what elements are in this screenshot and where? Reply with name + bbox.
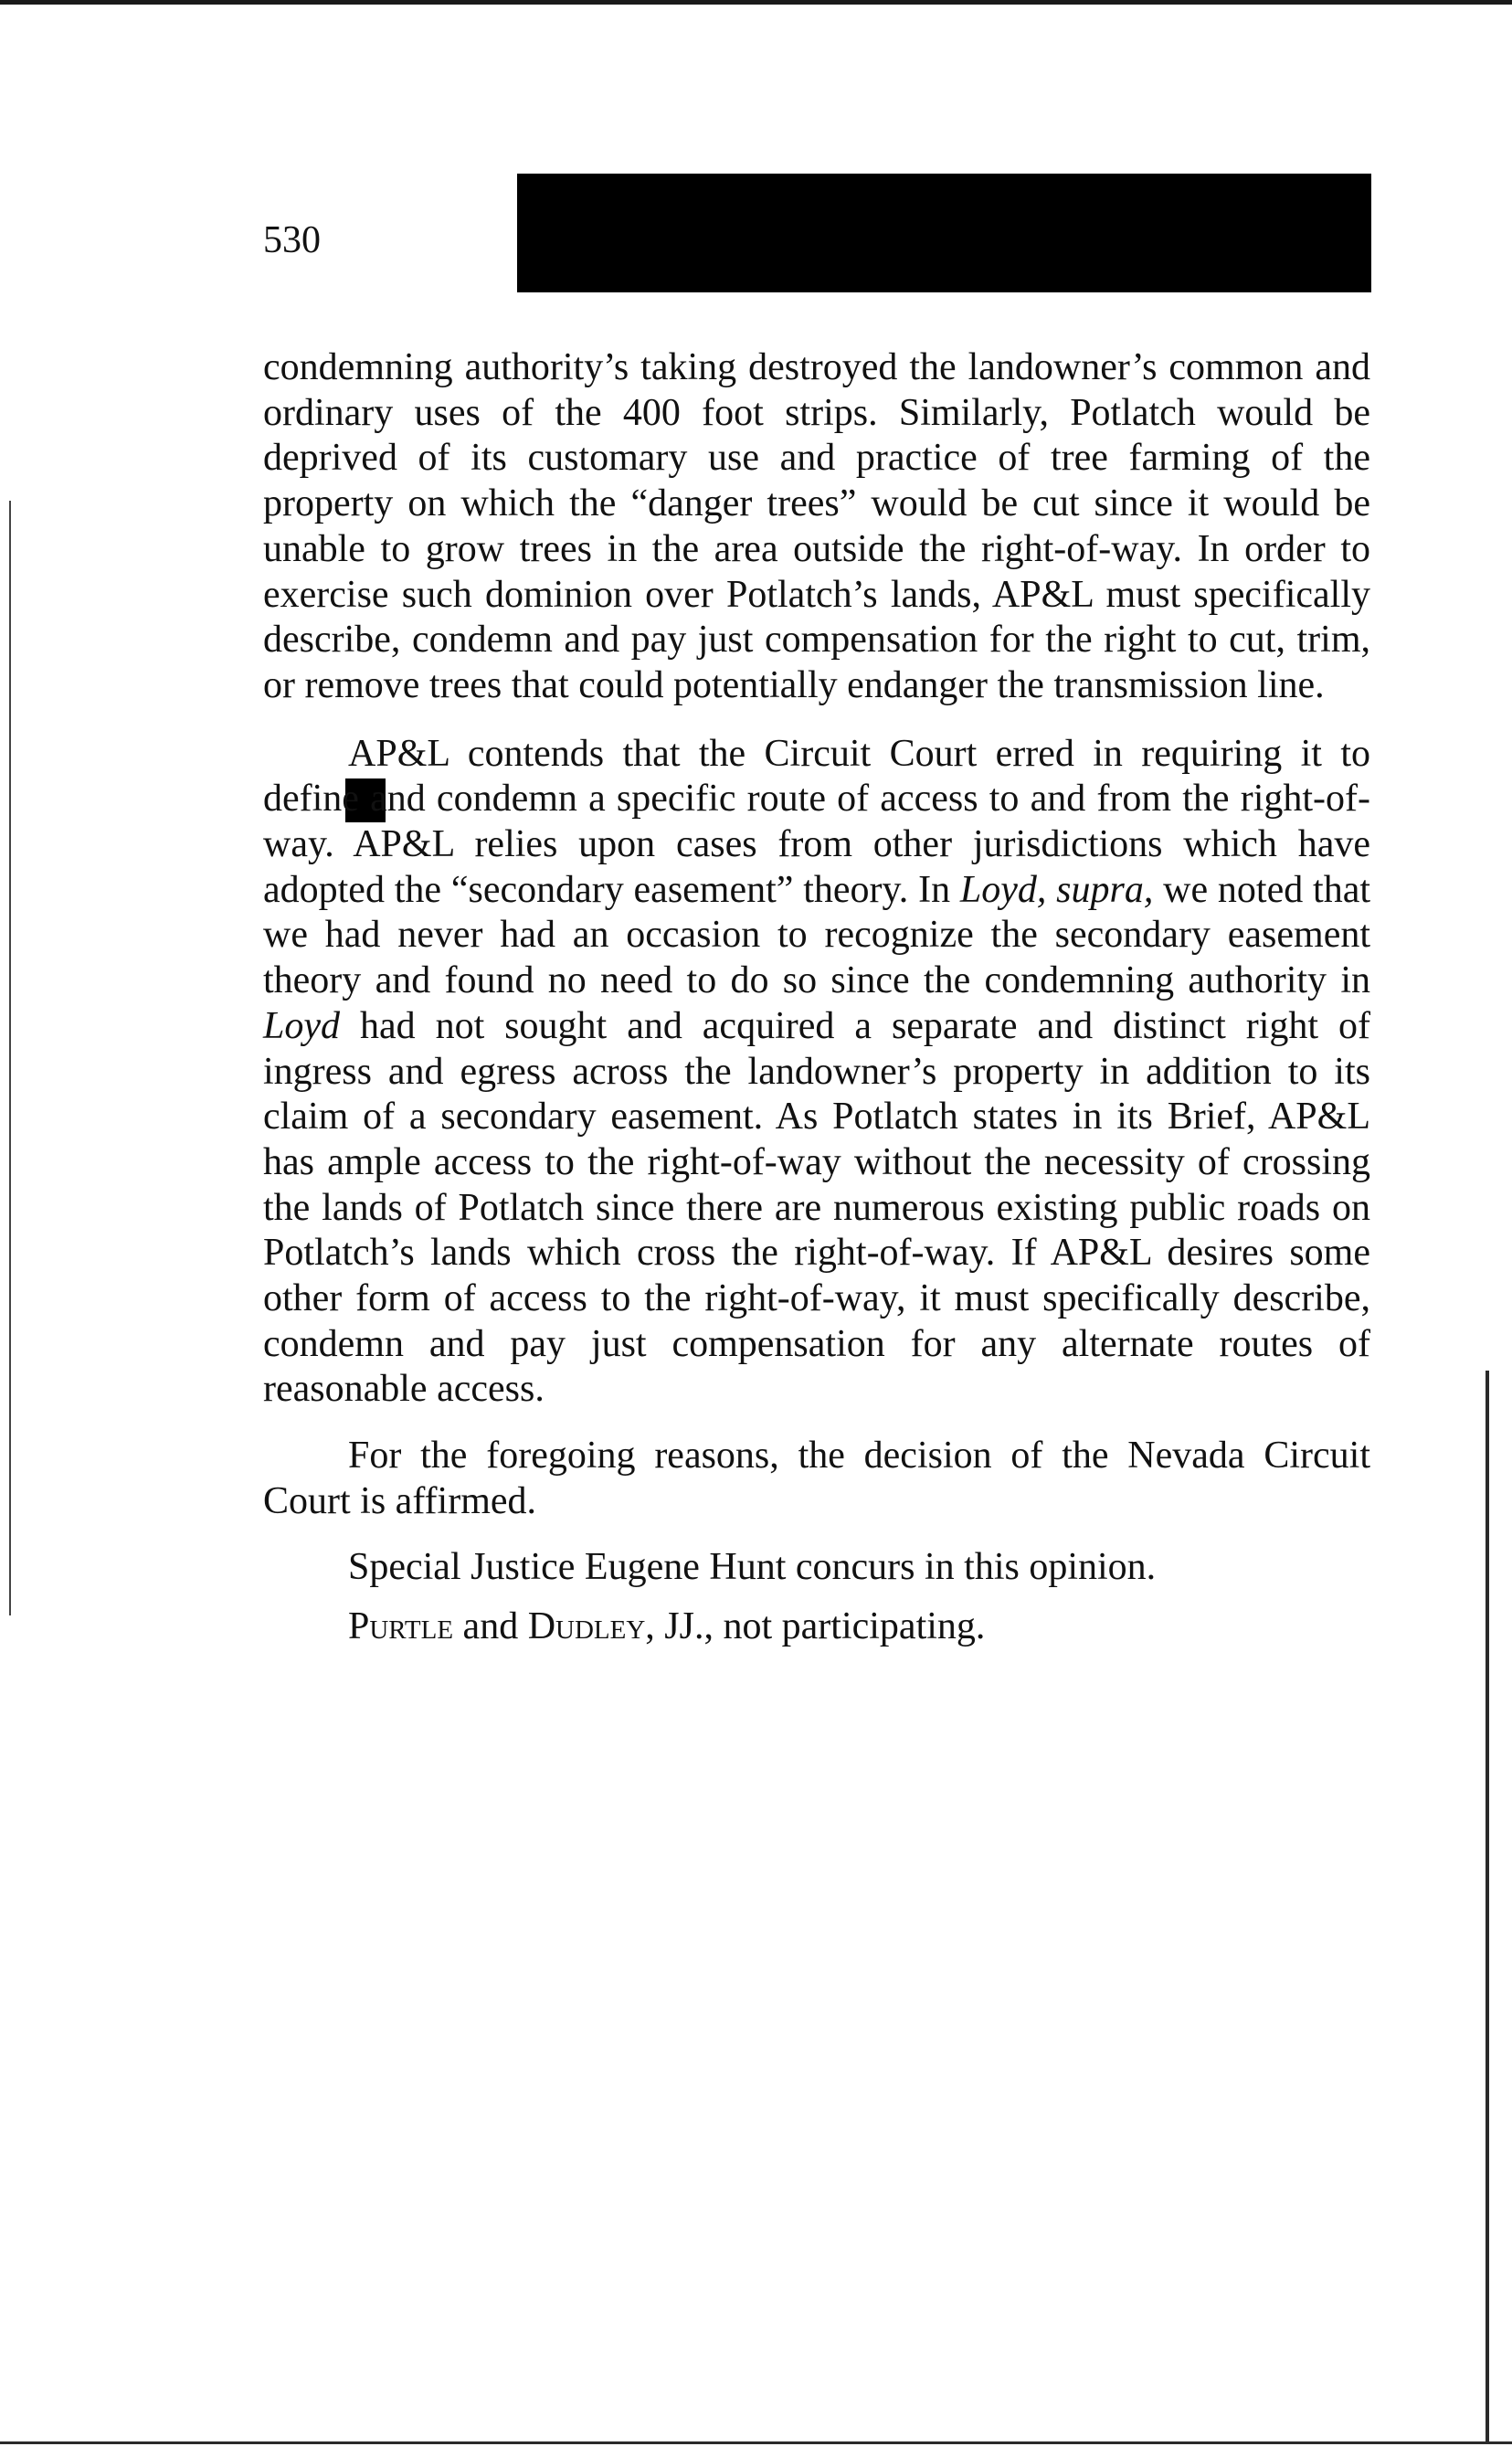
justice-name-purtle: Purtle — [348, 1605, 454, 1648]
paragraph-conclusion: For the foregoing reasons, the decision of the Nevada Circuit Court is affirmed. — [263, 1435, 1370, 1522]
paragraph-concurrence: Special Justice Eugene Hunt concurs in this opinion. — [348, 1545, 1157, 1588]
paragraph-access — [263, 732, 1370, 1414]
margin-rule — [9, 501, 11, 1615]
body-text — [263, 345, 1370, 1650]
scan-edge-bottom — [0, 2441, 1512, 2444]
conjunction-and: and — [453, 1605, 528, 1648]
page-number: 530 — [263, 219, 321, 261]
access-text-1: AP&L contends that the Circuit Court erred in requiring it to define and condemn a specific route of access to and from the right-of-way. AP&L relies upon cases from other jurisdictions which have adopted the “secondary easement” theory. In — [263, 732, 1370, 911]
access-text-2: we noted that we had never had an occasion to recognize the secondary easement theory and found no need to do so since the condemning authority in — [263, 868, 1370, 1002]
scan-edge-right — [1486, 1371, 1489, 2444]
paragraph-dominion: condemning authority’s taking destroyed the landowner’s common and ordinary uses of the 400 foot strips. Similarly, Potlatch would be deprived of its customary use and practice of tree farming of the property on which the “danger trees” would be cut since it would be unable to grow trees in the area outside the right-of-way. In order to exercise such dominion over Potlatch’s lands, AP&L must specifically describe, condemn and pay just compensation for the right to cut, trim, or remove trees that could potentially endanger the transmission line. — [263, 346, 1370, 706]
header-redaction-block — [517, 174, 1371, 292]
scan-edge-top — [0, 0, 1512, 5]
case-citation-loyd-supra: Loyd, supra, — [959, 868, 1154, 911]
access-text-3: had not sought and acquired a separate and distinct right of ingress and egress across the landowner’s property in addition to its claim of a secondary easement. As Potlatch states in its Brief, AP&L has ample access to the right-of-way without the necessity of crossing the lands of Potlatch since there are numerous existing public roads on Potlatch’s lands which cross the right-of-way. If AP&L desires some other form of access to the right-of-way, it must specifically describe, condemn and pay just compensation for any alternate routes of reasonable access. — [263, 1004, 1370, 1411]
paragraph-not-participating — [263, 1604, 1370, 1650]
justice-name-dudley: Dudley — [527, 1605, 646, 1648]
case-citation-loyd: Loyd — [263, 1004, 340, 1047]
not-participating-suffix: , JJ., not participating. — [645, 1605, 986, 1648]
